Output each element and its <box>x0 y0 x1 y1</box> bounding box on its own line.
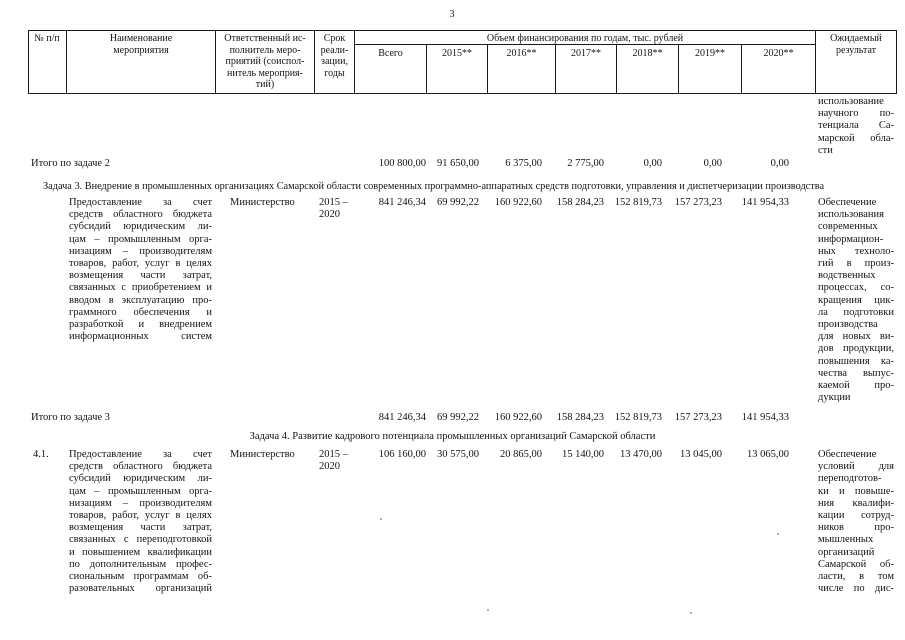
task3-2019: 157 273,23 <box>674 197 722 208</box>
total-task3-2016: 160 922,60 <box>494 412 542 423</box>
header-bottom-border <box>28 93 897 94</box>
total-task3-2019: 157 273,23 <box>674 412 722 423</box>
task3-2015: 69 992,22 <box>437 197 479 208</box>
task3-2016: 160 922,60 <box>494 197 542 208</box>
scan-speck <box>380 518 382 520</box>
page-number: 3 <box>449 9 455 20</box>
task3-2017: 158 284,23 <box>556 197 604 208</box>
task4-term: 2015 – 2020 <box>319 449 348 473</box>
total-task2-all: 100 800,00 <box>378 158 426 169</box>
task3-total: 841 246,34 <box>378 197 426 208</box>
header-total: Всего <box>378 48 403 59</box>
total-task2-2020: 0,00 <box>770 158 789 169</box>
carryover-result-cell: использование научного по- тенциала Са- марской обла- сти <box>818 96 894 156</box>
header-year-2017: 2017** <box>571 48 601 59</box>
total-task3-label: Итого по задаче 3 <box>31 412 110 423</box>
header-year-2018: 2018** <box>632 48 663 59</box>
total-task3-2018: 152 819,73 <box>614 412 662 423</box>
scan-speck <box>487 609 489 611</box>
header-result: Ожидаемый результат <box>830 33 882 56</box>
task4-name-cell: Предоставление за счет средств областного бюджета субсидий юридическим ли- цам – промышленным орга- низациям – производителям товаров, работ, услуг в целях возмещения части затрат, связанных с переподготовкой и повышением квалификации по дополнительным профес- сиональным программам об- разовательных организаций <box>69 449 212 595</box>
task4-2019: 13 045,00 <box>680 449 722 460</box>
scan-speck <box>690 612 692 614</box>
total-task2-label: Итого по задаче 2 <box>31 158 110 169</box>
task4-2020: 13 065,00 <box>747 449 789 460</box>
task3-2018: 152 819,73 <box>614 197 662 208</box>
task3-2020: 141 954,33 <box>741 197 789 208</box>
header-number: № п/п <box>34 33 60 44</box>
task4-2017: 15 140,00 <box>562 449 604 460</box>
header-executor: Ответственный ис- полнитель меро- приятий (соиспол- нитель мероприя- тий) <box>224 33 306 91</box>
header-year-2015: 2015** <box>442 48 472 59</box>
task4-executor: Министерство <box>230 449 295 460</box>
task4-2015: 30 575,00 <box>437 449 479 460</box>
header-name: Наименование мероприятия <box>109 33 173 56</box>
total-task2-2017: 2 775,00 <box>567 158 604 169</box>
task3-executor: Министерство <box>230 197 295 208</box>
task4-2016: 20 865,00 <box>500 449 542 460</box>
total-task2-2018: 0,00 <box>643 158 662 169</box>
task4-total: 106 160,00 <box>378 449 426 460</box>
total-task3-2015: 69 992,22 <box>437 412 479 423</box>
header-col-line <box>896 30 897 94</box>
total-task2-2019: 0,00 <box>703 158 722 169</box>
total-task3-2020: 141 954,33 <box>741 412 789 423</box>
header-top-border <box>28 30 897 31</box>
task4-row-number: 4.1. <box>33 449 49 460</box>
header-funding: Объем финансирования по годам, тыс. рублей <box>486 33 684 44</box>
total-task2-2015: 91 650,00 <box>437 158 479 169</box>
header-term: Срок реали- зации, годы <box>320 33 349 79</box>
total-task3-all: 841 246,34 <box>378 412 426 423</box>
header-year-2020: 2020** <box>763 48 794 59</box>
task3-result-cell: Обеспечение использования современных информацион- ных техноло- гий в произ- водственных процессах, со- кращения цик- ла подготовки производства для новых ви- дов продукции, повышения ка- чества выпус- каемой про- дукции <box>818 197 894 404</box>
task3-term: 2015 – 2020 <box>319 197 348 221</box>
total-task3-2017: 158 284,23 <box>556 412 604 423</box>
task4-2018: 13 470,00 <box>620 449 662 460</box>
task3-name-cell: Предоставление за счет средств областного бюджета субсидий юридическим ли- цам – промышленным орга- низациям – производителям товаров, работ, услуг в целях возмещения части затрат, связанных с приобретением и вводом в эксплуатацию про- граммного обеспечения и разработкой и внедрением информационных систем <box>69 197 212 343</box>
header-year-2019: 2019** <box>695 48 725 59</box>
scan-speck <box>777 533 779 535</box>
task4-heading: Задача 4. Развитие кадрового потенциала промышленных организаций Самарской области <box>249 431 656 442</box>
total-task2-2016: 6 375,00 <box>505 158 542 169</box>
task4-result-cell: Обеспечение условий для переподготов- ки и повыше- ния квалифи- кации сотруд- ников про- мышленных организаций Самарской об- ласти, в том числе по дис- <box>818 449 894 595</box>
header-year-2016: 2016** <box>506 48 537 59</box>
task3-heading: Задача 3. Внедрение в промышленных организациях Самарской области современных программно-аппаратных средств подготовки, управления и диспетчеризации производства <box>43 181 825 192</box>
